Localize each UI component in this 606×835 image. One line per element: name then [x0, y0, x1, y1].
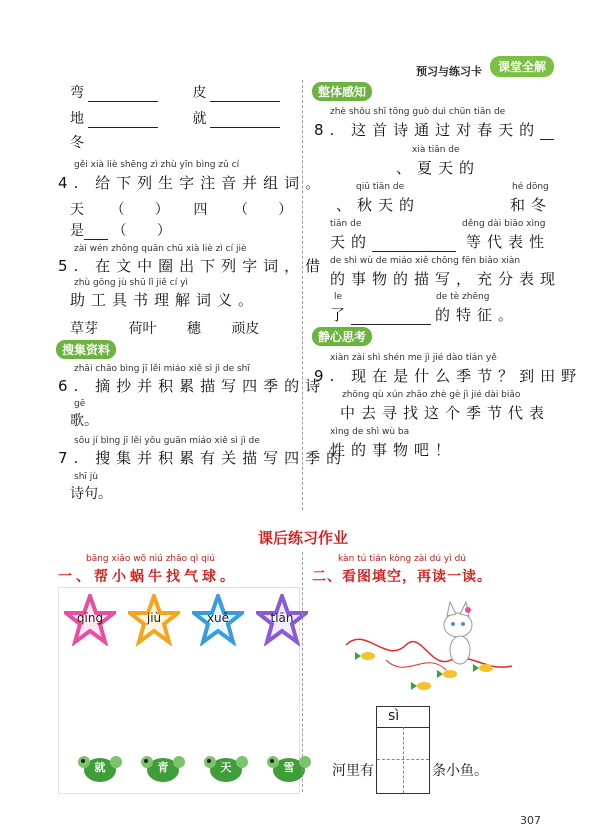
q9-text-2: 中去寻找这个季节代表 [340, 404, 551, 422]
part2-pinyin: kàn tú tián kòng zài dú yì dú [338, 554, 466, 564]
q8-text-5: 的事物的描写，充分表现 [330, 270, 562, 288]
fish-icon [355, 652, 375, 660]
q4-row1: 天 （ ） 四 （ ） [70, 202, 293, 218]
q8-text-4: 天的 等代表性 [330, 233, 551, 251]
turtle-snail[interactable]: 青 [141, 750, 185, 786]
q8-pinyin-1: zhè shǒu shī tōng guò duì chūn tiān de [330, 107, 506, 117]
q5-words: 草芽 荷叶 穗 顽皮 [70, 321, 260, 337]
q8-pinyin-3a: qiū tiān de [356, 182, 405, 192]
q9-pinyin-2: zhōng qù xún zhǎo zhè gè jì jié dài biǎo [342, 390, 521, 400]
fish-icon [437, 670, 457, 678]
turtle-snail[interactable]: 雪 [267, 750, 311, 786]
q7-pinyin-2: shī jù [74, 472, 98, 482]
part1-title: 一、帮小蜗牛找气球。 [58, 569, 238, 585]
q6-pinyin-1: zhāi chāo bìng jī lěi miáo xiě sì jì de shī [74, 364, 250, 374]
q4-pinyin: gěi xià liè shēng zì zhù yīn bìng zǔ cí [74, 160, 240, 170]
star-balloon[interactable]: tiān [256, 594, 308, 646]
turtle-snail[interactable]: 就 [78, 750, 122, 786]
column-divider [302, 80, 303, 510]
q6-text-1: 6. 摘抄并积累描写四季的诗 [58, 377, 327, 395]
homework-title: 课后练习作业 [257, 529, 348, 547]
q8-pinyin-4a: tiān de [330, 219, 362, 229]
q3-row3: 冬 [70, 135, 84, 151]
page-number: 307 [520, 814, 541, 827]
q8-text-2: 、夏天的 [396, 159, 481, 177]
fish-icon [411, 682, 431, 690]
fish-icon [473, 664, 493, 672]
q9-pinyin-1: xiàn zài shì shén me jì jié dào tián yě [330, 353, 497, 363]
q7-text-2: 诗句。 [70, 486, 112, 502]
q7-pinyin-1: sōu jí bìng jī lěi yǒu guān miáo xiě sì jì de [74, 436, 260, 446]
q8-pinyin-3b: hé dōng [512, 182, 549, 192]
section-badge-think: 静心思考 [312, 327, 372, 346]
section-badge-overall: 整体感知 [312, 82, 372, 101]
box-pinyin: sì [388, 708, 400, 724]
section-badge-collect: 搜集资料 [56, 340, 116, 359]
part1-pinyin: bāng xiǎo wō niú zhǎo qì qiú [86, 554, 216, 564]
q8-text-6: 了 的特征。 [330, 306, 520, 324]
star-balloon[interactable]: xuě [192, 594, 244, 646]
q3-row2: 地 就 [70, 108, 280, 128]
star-balloon[interactable]: qīng [64, 594, 116, 646]
character-grid-box[interactable] [376, 706, 430, 794]
q8-text-3b: 和冬 [510, 196, 553, 214]
q8-pinyin-6a: le [334, 292, 343, 302]
sentence-before: 河里有 [332, 763, 374, 779]
header-tag: 预习与练习卡 [416, 65, 482, 78]
q6-pinyin-2: gē [74, 399, 86, 409]
q8-pinyin-6b: de tè zhēng [436, 292, 490, 302]
cat-and-fish-illustration [346, 590, 512, 700]
q4-row2: 是 （ ） [70, 223, 171, 239]
q8-pinyin-2: xià tiān de [412, 145, 460, 155]
q5-text-1: 5. 在文中圈出下列字词，借 [58, 257, 327, 275]
turtle-snail[interactable]: 天 [204, 750, 248, 786]
balloon-stars [64, 594, 320, 646]
q6-text-2: 歌。 [70, 413, 98, 429]
q5-pinyin-1: zài wén zhōng quān chū xià liè zì cí jiè [74, 244, 247, 254]
cat-icon [444, 602, 472, 664]
snail-turtles [78, 750, 330, 786]
part2-title: 二、看图填空，再读一读。 [312, 569, 492, 585]
q9-text-1: 9. 现在是什么季节？到田野 [314, 367, 583, 385]
q8-pinyin-4b: děng dài biǎo xìng [462, 219, 546, 229]
q3-row1: 弯 皮 [70, 82, 280, 102]
q9-text-3: 性的事物吧！ [330, 441, 457, 459]
q8-pinyin-5: de shì wù de miáo xiě chōng fēn biǎo xiàn [330, 256, 521, 266]
q9-pinyin-3: xìng de shì wù ba [330, 427, 410, 437]
q8-text-1: 8. 这首诗通过对春天的 [314, 119, 554, 140]
star-balloon[interactable]: jiù [128, 594, 180, 646]
q5-pinyin-2: zhù gōng jù shū lǐ jiě cí yì [74, 278, 188, 288]
homework-divider [302, 552, 303, 792]
q7-text-1: 7. 搜集并积累有关描写四季的 [58, 449, 348, 467]
q5-text-2: 助工具书理解词义。 [70, 291, 260, 309]
q8-text-3a: 、秋天的 [336, 196, 421, 214]
sentence-after: 条小鱼。 [432, 763, 488, 779]
q4-text: 4. 给下列生字注音并组词。 [58, 174, 327, 192]
header-badge: 课堂全解 [490, 56, 554, 77]
